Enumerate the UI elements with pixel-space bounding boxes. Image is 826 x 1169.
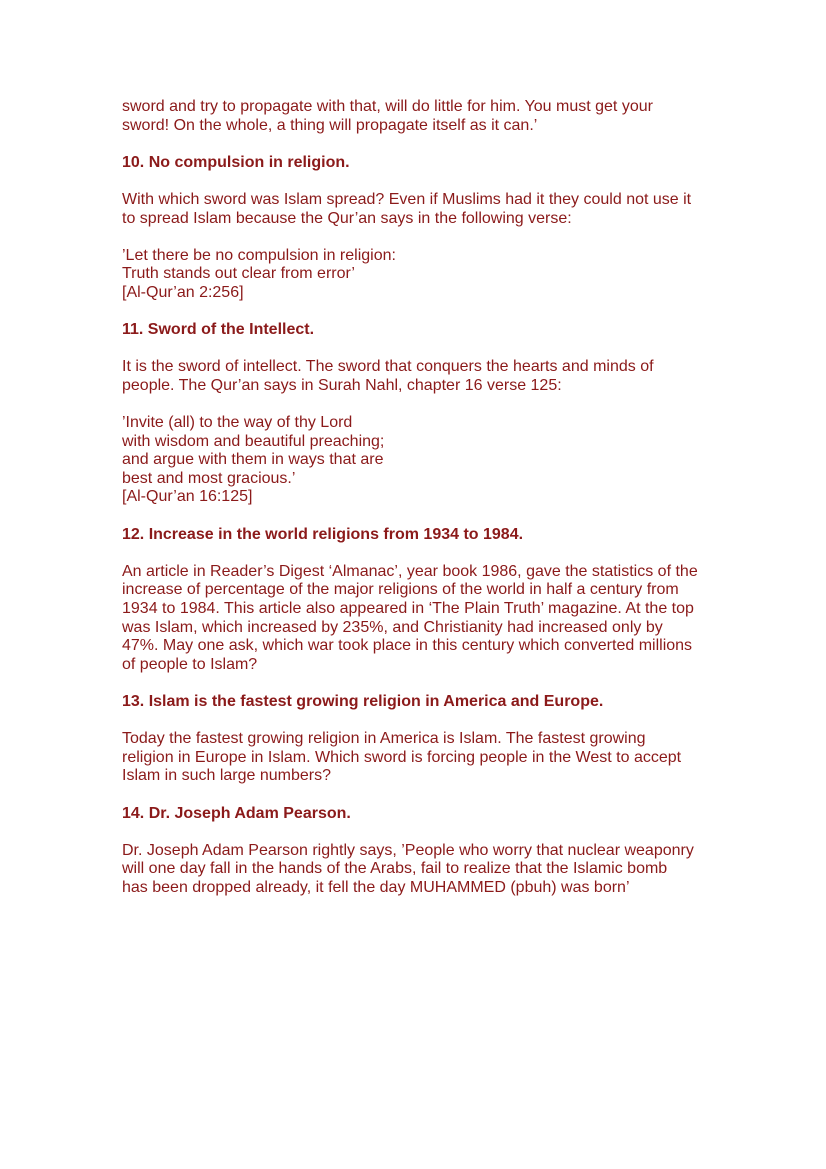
section-10-paragraph: With which sword was Islam spread? Even if Muslims had it they could not use it to spread Islam because the Qur’an says in the following verse: xyxy=(122,190,692,227)
section-10-quote: ’Let there be no compulsion in religion: Truth stands out clear from error’ [Al-Qur’an 2:256] xyxy=(122,246,396,301)
section-13-paragraph: Today the fastest growing religion in America is Islam. The fastest growing religion in Europe in Islam. Which sword is forcing people in the West to accept Islam in such large numbers? xyxy=(122,730,682,785)
section-12-paragraph: An article in Reader’s Digest ‘Almanac’, year book 1986, gave the statistics of the increase of percentage of the major religions of the world in half a century from 1934 to 1984. This article also appeared in ‘The Plain Truth’ magazine. At the top was Islam, which increased by 235%, and Christianity had increased only by 47%. May one ask, which war took place in this century which converted millions of people to Islam? xyxy=(122,562,698,673)
intro-paragraph: sword and try to propagate with that, will do little for him. You must get your sword! On the whole, a thing will propagate itself as it can.’ xyxy=(122,98,653,134)
section-14-paragraph: Dr. Joseph Adam Pearson rightly says, ’People who worry that nuclear weaponry will one day fall in the hands of the Arabs, fail to realize that the Islamic bomb has been dropped already, it fell the day MUHAMMED (pbuh) was born’ xyxy=(122,841,694,896)
section-heading-11: 11. Sword of the Intellect. xyxy=(122,321,315,339)
section-heading-10: 10. No compulsion in religion. xyxy=(122,153,350,171)
document-page xyxy=(122,98,722,916)
section-heading-13: 13. Islam is the fastest growing religion in America and Europe. xyxy=(122,693,604,710)
section-11-quote: ’Invite (all) to the way of thy Lord with wisdom and beautiful preaching; and argue with them in ways that are best and most gracious.’ [Al-Qur’an 16:125] xyxy=(122,414,385,506)
section-11-paragraph: It is the sword of intellect. The sword that conquers the hearts and minds of people. The Qur’an says in Surah Nahl, chapter 16 verse 125: xyxy=(122,358,654,394)
section-heading-12: 12. Increase in the world religions from 1934 to 1984. xyxy=(122,525,524,543)
section-heading-14: 14. Dr. Joseph Adam Pearson. xyxy=(122,804,351,822)
